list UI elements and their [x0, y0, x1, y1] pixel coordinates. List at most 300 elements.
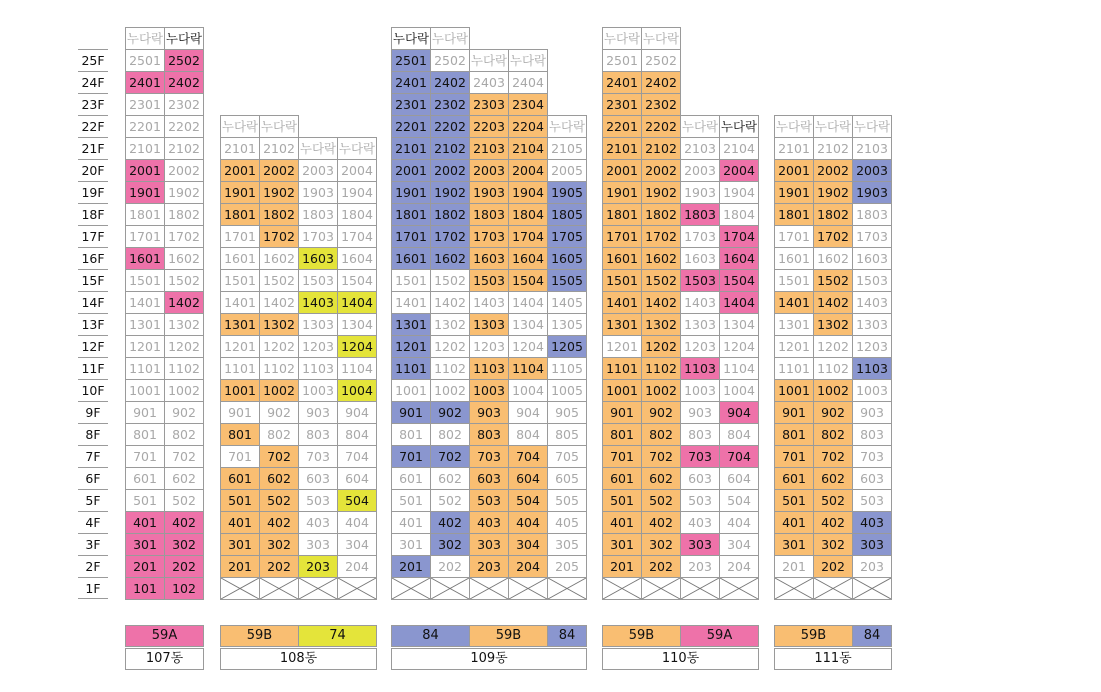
unit-cell[interactable]: 1504 [508, 269, 548, 292]
unit-cell[interactable]: 1705 [547, 225, 587, 248]
unit-cell[interactable]: 1103 [852, 357, 892, 380]
unit-cell[interactable]: 1701 [774, 225, 814, 248]
unit-cell[interactable]: 501 [220, 489, 260, 512]
unit-cell[interactable]: 1001 [391, 379, 431, 402]
unit-cell[interactable]: 603 [680, 467, 720, 490]
unit-cell[interactable]: 204 [508, 555, 548, 578]
unit-cell[interactable]: 2302 [164, 93, 204, 116]
unit-cell[interactable]: 1105 [547, 357, 587, 380]
unit-cell[interactable]: 1404 [337, 291, 377, 314]
unit-cell[interactable]: 1502 [813, 269, 853, 292]
unit-cell[interactable]: 804 [719, 423, 759, 446]
unit-cell[interactable]: 502 [813, 489, 853, 512]
unit-cell[interactable]: 803 [680, 423, 720, 446]
unit-cell[interactable]: 1003 [469, 379, 509, 402]
unit-cell[interactable]: 301 [602, 533, 642, 556]
unit-cell[interactable]: 1804 [508, 203, 548, 226]
unit-cell[interactable]: 702 [430, 445, 470, 468]
unit-cell[interactable]: 702 [259, 445, 299, 468]
unit-cell[interactable]: 1703 [469, 225, 509, 248]
unit-cell[interactable]: 1403 [852, 291, 892, 314]
unit-cell[interactable]: 601 [220, 467, 260, 490]
unit-cell[interactable]: 1802 [164, 203, 204, 226]
unit-cell[interactable]: 1802 [259, 203, 299, 226]
unit-cell[interactable]: 1902 [430, 181, 470, 204]
unit-cell[interactable]: 1303 [469, 313, 509, 336]
unit-cell[interactable]: 805 [547, 423, 587, 446]
unit-cell[interactable]: 2102 [641, 137, 681, 160]
unit-cell[interactable]: 803 [852, 423, 892, 446]
unit-cell[interactable]: 1902 [164, 181, 204, 204]
unit-cell[interactable]: 502 [641, 489, 681, 512]
unit-cell[interactable]: 704 [508, 445, 548, 468]
unit-cell[interactable]: 602 [813, 467, 853, 490]
unit-cell[interactable]: 1903 [298, 181, 338, 204]
unit-cell[interactable]: 1701 [125, 225, 165, 248]
unit-cell[interactable]: 801 [220, 423, 260, 446]
unit-cell[interactable]: 602 [164, 467, 204, 490]
unit-cell[interactable]: 802 [813, 423, 853, 446]
unit-cell[interactable]: 2401 [391, 71, 431, 94]
unit-cell[interactable]: 2402 [164, 71, 204, 94]
unit-cell[interactable]: 204 [719, 555, 759, 578]
unit-cell[interactable]: 302 [430, 533, 470, 556]
unit-cell[interactable]: 1503 [680, 269, 720, 292]
unit-cell[interactable]: 503 [298, 489, 338, 512]
unit-cell[interactable]: 701 [602, 445, 642, 468]
unit-cell[interactable]: 1601 [602, 247, 642, 270]
unit-cell[interactable]: 1502 [641, 269, 681, 292]
unit-cell[interactable]: 304 [337, 533, 377, 556]
unit-cell[interactable]: 1901 [391, 181, 431, 204]
unit-cell[interactable]: 1503 [852, 269, 892, 292]
unit-cell[interactable]: 402 [641, 511, 681, 534]
unit-cell[interactable]: 404 [719, 511, 759, 534]
unit-cell[interactable]: 1701 [602, 225, 642, 248]
unit-cell[interactable]: 401 [391, 511, 431, 534]
unit-cell[interactable]: 1502 [164, 269, 204, 292]
unit-cell[interactable]: 1001 [125, 379, 165, 402]
unit-cell[interactable]: 1803 [852, 203, 892, 226]
unit-cell[interactable]: 1704 [508, 225, 548, 248]
unit-cell[interactable]: 1802 [430, 203, 470, 226]
unit-cell[interactable]: 2003 [680, 159, 720, 182]
unit-cell[interactable]: 1103 [680, 357, 720, 380]
unit-cell[interactable]: 1704 [719, 225, 759, 248]
unit-cell[interactable]: 1402 [813, 291, 853, 314]
unit-cell[interactable]: 403 [680, 511, 720, 534]
unit-cell[interactable]: 2502 [641, 49, 681, 72]
unit-cell[interactable]: 701 [774, 445, 814, 468]
unit-cell[interactable]: 803 [298, 423, 338, 446]
unit-cell[interactable]: 704 [337, 445, 377, 468]
unit-cell[interactable]: 1904 [337, 181, 377, 204]
unit-cell[interactable]: 202 [259, 555, 299, 578]
unit-cell[interactable]: 903 [469, 401, 509, 424]
unit-cell[interactable]: 1102 [259, 357, 299, 380]
unit-cell[interactable]: 2002 [641, 159, 681, 182]
unit-cell[interactable]: 1802 [641, 203, 681, 226]
unit-cell[interactable]: 1104 [337, 357, 377, 380]
unit-cell[interactable]: 1202 [813, 335, 853, 358]
unit-cell[interactable]: 2003 [469, 159, 509, 182]
unit-cell[interactable]: 605 [547, 467, 587, 490]
unit-cell[interactable]: 1002 [430, 379, 470, 402]
unit-cell[interactable]: 2501 [391, 49, 431, 72]
unit-cell[interactable]: 302 [641, 533, 681, 556]
unit-cell[interactable]: 501 [602, 489, 642, 512]
unit-cell[interactable]: 2402 [430, 71, 470, 94]
unit-cell[interactable]: 1004 [508, 379, 548, 402]
unit-cell[interactable]: 405 [547, 511, 587, 534]
unit-cell[interactable]: 1802 [813, 203, 853, 226]
unit-cell[interactable]: 602 [430, 467, 470, 490]
unit-cell[interactable]: 1202 [641, 335, 681, 358]
unit-cell[interactable]: 802 [164, 423, 204, 446]
unit-cell[interactable]: 2101 [602, 137, 642, 160]
unit-cell[interactable]: 301 [774, 533, 814, 556]
unit-cell[interactable]: 1401 [774, 291, 814, 314]
unit-cell[interactable]: 1302 [430, 313, 470, 336]
unit-cell[interactable]: 601 [602, 467, 642, 490]
unit-cell[interactable]: 801 [774, 423, 814, 446]
unit-cell[interactable]: 203 [298, 555, 338, 578]
unit-cell[interactable]: 1303 [680, 313, 720, 336]
unit-cell[interactable]: 1903 [852, 181, 892, 204]
unit-cell[interactable]: 1801 [391, 203, 431, 226]
unit-cell[interactable]: 1403 [298, 291, 338, 314]
unit-cell[interactable]: 203 [852, 555, 892, 578]
unit-cell[interactable]: 403 [852, 511, 892, 534]
unit-cell[interactable]: 1101 [220, 357, 260, 380]
unit-cell[interactable]: 205 [547, 555, 587, 578]
unit-cell[interactable]: 1403 [680, 291, 720, 314]
unit-cell[interactable]: 502 [259, 489, 299, 512]
unit-cell[interactable]: 1002 [813, 379, 853, 402]
unit-cell[interactable]: 1404 [508, 291, 548, 314]
unit-cell[interactable]: 1103 [469, 357, 509, 380]
unit-cell[interactable]: 1403 [469, 291, 509, 314]
unit-cell[interactable]: 1501 [774, 269, 814, 292]
unit-cell[interactable]: 1304 [337, 313, 377, 336]
unit-cell[interactable]: 1803 [298, 203, 338, 226]
unit-cell[interactable]: 1404 [719, 291, 759, 314]
unit-cell[interactable]: 1504 [719, 269, 759, 292]
unit-cell[interactable]: 1202 [430, 335, 470, 358]
unit-cell[interactable]: 1102 [813, 357, 853, 380]
unit-cell[interactable]: 2002 [259, 159, 299, 182]
unit-cell[interactable]: 1302 [164, 313, 204, 336]
unit-cell[interactable]: 1903 [469, 181, 509, 204]
unit-cell[interactable]: 1402 [259, 291, 299, 314]
unit-cell[interactable]: 702 [813, 445, 853, 468]
unit-cell[interactable]: 604 [508, 467, 548, 490]
unit-cell[interactable]: 302 [164, 533, 204, 556]
unit-cell[interactable]: 1603 [852, 247, 892, 270]
unit-cell[interactable]: 601 [391, 467, 431, 490]
unit-cell[interactable]: 1004 [337, 379, 377, 402]
unit-cell[interactable]: 1304 [508, 313, 548, 336]
unit-cell[interactable]: 1401 [391, 291, 431, 314]
unit-cell[interactable]: 504 [337, 489, 377, 512]
unit-cell[interactable]: 2401 [602, 71, 642, 94]
unit-cell[interactable]: 1304 [719, 313, 759, 336]
unit-cell[interactable]: 1604 [508, 247, 548, 270]
unit-cell[interactable]: 201 [391, 555, 431, 578]
unit-cell[interactable]: 905 [547, 401, 587, 424]
unit-cell[interactable]: 1204 [719, 335, 759, 358]
unit-cell[interactable]: 402 [164, 511, 204, 534]
unit-cell[interactable]: 1602 [259, 247, 299, 270]
unit-cell[interactable]: 702 [164, 445, 204, 468]
unit-cell[interactable]: 1704 [337, 225, 377, 248]
unit-cell[interactable]: 302 [259, 533, 299, 556]
unit-cell[interactable]: 203 [469, 555, 509, 578]
unit-cell[interactable]: 2101 [391, 137, 431, 160]
unit-cell[interactable]: 902 [259, 401, 299, 424]
unit-cell[interactable]: 1601 [125, 247, 165, 270]
unit-cell[interactable]: 2102 [430, 137, 470, 160]
unit-cell[interactable]: 402 [259, 511, 299, 534]
unit-cell[interactable]: 202 [430, 555, 470, 578]
unit-cell[interactable]: 903 [298, 401, 338, 424]
unit-cell[interactable]: 1001 [602, 379, 642, 402]
unit-cell[interactable]: 702 [641, 445, 681, 468]
unit-cell[interactable]: 1302 [641, 313, 681, 336]
unit-cell[interactable]: 1902 [641, 181, 681, 204]
unit-cell[interactable]: 203 [680, 555, 720, 578]
unit-cell[interactable]: 1604 [337, 247, 377, 270]
unit-cell[interactable]: 301 [125, 533, 165, 556]
unit-cell[interactable]: 401 [220, 511, 260, 534]
unit-cell[interactable]: 703 [852, 445, 892, 468]
unit-cell[interactable]: 901 [220, 401, 260, 424]
unit-cell[interactable]: 602 [259, 467, 299, 490]
unit-cell[interactable]: 1805 [547, 203, 587, 226]
unit-cell[interactable]: 801 [125, 423, 165, 446]
unit-cell[interactable]: 2303 [469, 93, 509, 116]
unit-cell[interactable]: 1604 [719, 247, 759, 270]
unit-cell[interactable]: 1501 [125, 269, 165, 292]
unit-cell[interactable]: 703 [680, 445, 720, 468]
unit-cell[interactable]: 403 [469, 511, 509, 534]
unit-cell[interactable]: 904 [719, 401, 759, 424]
unit-cell[interactable]: 1101 [602, 357, 642, 380]
unit-cell[interactable]: 904 [508, 401, 548, 424]
unit-cell[interactable]: 202 [164, 555, 204, 578]
unit-cell[interactable]: 601 [125, 467, 165, 490]
unit-cell[interactable]: 1002 [641, 379, 681, 402]
unit-cell[interactable]: 801 [602, 423, 642, 446]
unit-cell[interactable]: 201 [602, 555, 642, 578]
unit-cell[interactable]: 1302 [813, 313, 853, 336]
unit-cell[interactable]: 1101 [391, 357, 431, 380]
unit-cell[interactable]: 2102 [813, 137, 853, 160]
unit-cell[interactable]: 603 [469, 467, 509, 490]
unit-cell[interactable]: 1701 [391, 225, 431, 248]
unit-cell[interactable]: 1501 [602, 269, 642, 292]
unit-cell[interactable]: 2202 [430, 115, 470, 138]
unit-cell[interactable]: 705 [547, 445, 587, 468]
unit-cell[interactable]: 1401 [125, 291, 165, 314]
unit-cell[interactable]: 2403 [469, 71, 509, 94]
unit-cell[interactable]: 2002 [430, 159, 470, 182]
unit-cell[interactable]: 903 [852, 401, 892, 424]
unit-cell[interactable]: 1703 [852, 225, 892, 248]
unit-cell[interactable]: 801 [391, 423, 431, 446]
unit-cell[interactable]: 703 [298, 445, 338, 468]
unit-cell[interactable]: 2003 [852, 159, 892, 182]
unit-cell[interactable]: 901 [774, 401, 814, 424]
unit-cell[interactable]: 401 [125, 511, 165, 534]
unit-cell[interactable]: 503 [680, 489, 720, 512]
unit-cell[interactable]: 201 [220, 555, 260, 578]
unit-cell[interactable]: 2103 [680, 137, 720, 160]
unit-cell[interactable]: 303 [852, 533, 892, 556]
unit-cell[interactable]: 1102 [164, 357, 204, 380]
unit-cell[interactable]: 2201 [125, 115, 165, 138]
unit-cell[interactable]: 1902 [813, 181, 853, 204]
unit-cell[interactable]: 1203 [469, 335, 509, 358]
unit-cell[interactable]: 2301 [391, 93, 431, 116]
unit-cell[interactable]: 1205 [547, 335, 587, 358]
unit-cell[interactable]: 2005 [547, 159, 587, 182]
unit-cell[interactable]: 901 [391, 401, 431, 424]
unit-cell[interactable]: 201 [774, 555, 814, 578]
unit-cell[interactable]: 401 [602, 511, 642, 534]
unit-cell[interactable]: 902 [641, 401, 681, 424]
unit-cell[interactable]: 2105 [547, 137, 587, 160]
unit-cell[interactable]: 1104 [508, 357, 548, 380]
unit-cell[interactable]: 502 [430, 489, 470, 512]
unit-cell[interactable]: 2301 [125, 93, 165, 116]
unit-cell[interactable]: 804 [337, 423, 377, 446]
unit-cell[interactable]: 1303 [852, 313, 892, 336]
unit-cell[interactable]: 802 [641, 423, 681, 446]
unit-cell[interactable]: 703 [469, 445, 509, 468]
unit-cell[interactable]: 2101 [125, 137, 165, 160]
unit-cell[interactable]: 2304 [508, 93, 548, 116]
unit-cell[interactable]: 1702 [430, 225, 470, 248]
unit-cell[interactable]: 2004 [719, 159, 759, 182]
unit-cell[interactable]: 2302 [641, 93, 681, 116]
unit-cell[interactable]: 1803 [680, 203, 720, 226]
unit-cell[interactable]: 2101 [220, 137, 260, 160]
unit-cell[interactable]: 2002 [813, 159, 853, 182]
unit-cell[interactable]: 1204 [508, 335, 548, 358]
unit-cell[interactable]: 1401 [220, 291, 260, 314]
unit-cell[interactable]: 501 [125, 489, 165, 512]
unit-cell[interactable]: 603 [852, 467, 892, 490]
unit-cell[interactable]: 2502 [164, 49, 204, 72]
unit-cell[interactable]: 1003 [852, 379, 892, 402]
unit-cell[interactable]: 1702 [641, 225, 681, 248]
unit-cell[interactable]: 202 [813, 555, 853, 578]
unit-cell[interactable]: 1803 [469, 203, 509, 226]
unit-cell[interactable]: 1203 [298, 335, 338, 358]
unit-cell[interactable]: 902 [430, 401, 470, 424]
unit-cell[interactable]: 1603 [298, 247, 338, 270]
unit-cell[interactable]: 1801 [220, 203, 260, 226]
unit-cell[interactable]: 2001 [774, 159, 814, 182]
unit-cell[interactable]: 1102 [430, 357, 470, 380]
unit-cell[interactable]: 2103 [469, 137, 509, 160]
unit-cell[interactable]: 1405 [547, 291, 587, 314]
unit-cell[interactable]: 404 [508, 511, 548, 534]
unit-cell[interactable]: 1001 [774, 379, 814, 402]
unit-cell[interactable]: 305 [547, 533, 587, 556]
unit-cell[interactable]: 1602 [430, 247, 470, 270]
unit-cell[interactable]: 1301 [602, 313, 642, 336]
unit-cell[interactable]: 803 [469, 423, 509, 446]
unit-cell[interactable]: 601 [774, 467, 814, 490]
unit-cell[interactable]: 304 [508, 533, 548, 556]
unit-cell[interactable]: 1301 [774, 313, 814, 336]
unit-cell[interactable]: 1204 [337, 335, 377, 358]
unit-cell[interactable]: 303 [680, 533, 720, 556]
unit-cell[interactable]: 1302 [259, 313, 299, 336]
unit-cell[interactable]: 2001 [125, 159, 165, 182]
unit-cell[interactable]: 1303 [298, 313, 338, 336]
unit-cell[interactable]: 802 [259, 423, 299, 446]
unit-cell[interactable]: 1301 [125, 313, 165, 336]
unit-cell[interactable]: 2004 [337, 159, 377, 182]
unit-cell[interactable]: 1901 [125, 181, 165, 204]
unit-cell[interactable]: 2103 [852, 137, 892, 160]
unit-cell[interactable]: 1703 [298, 225, 338, 248]
unit-cell[interactable]: 503 [469, 489, 509, 512]
unit-cell[interactable]: 1101 [774, 357, 814, 380]
unit-cell[interactable]: 1602 [641, 247, 681, 270]
unit-cell[interactable]: 904 [337, 401, 377, 424]
unit-cell[interactable]: 1601 [220, 247, 260, 270]
unit-cell[interactable]: 2001 [220, 159, 260, 182]
unit-cell[interactable]: 1203 [680, 335, 720, 358]
unit-cell[interactable]: 2301 [602, 93, 642, 116]
unit-cell[interactable]: 2101 [774, 137, 814, 160]
unit-cell[interactable]: 1701 [220, 225, 260, 248]
unit-cell[interactable]: 1501 [220, 269, 260, 292]
unit-cell[interactable]: 1505 [547, 269, 587, 292]
unit-cell[interactable]: 505 [547, 489, 587, 512]
unit-cell[interactable]: 304 [719, 533, 759, 556]
unit-cell[interactable]: 1702 [813, 225, 853, 248]
unit-cell[interactable]: 2202 [641, 115, 681, 138]
unit-cell[interactable]: 301 [391, 533, 431, 556]
unit-cell[interactable]: 2203 [469, 115, 509, 138]
unit-cell[interactable]: 404 [337, 511, 377, 534]
unit-cell[interactable]: 1905 [547, 181, 587, 204]
unit-cell[interactable]: 2003 [298, 159, 338, 182]
unit-cell[interactable]: 1603 [680, 247, 720, 270]
unit-cell[interactable]: 1602 [164, 247, 204, 270]
unit-cell[interactable]: 1801 [125, 203, 165, 226]
unit-cell[interactable]: 1603 [469, 247, 509, 270]
unit-cell[interactable]: 2404 [508, 71, 548, 94]
unit-cell[interactable]: 402 [813, 511, 853, 534]
unit-cell[interactable]: 502 [164, 489, 204, 512]
unit-cell[interactable]: 1201 [125, 335, 165, 358]
unit-cell[interactable]: 1502 [259, 269, 299, 292]
unit-cell[interactable]: 2204 [508, 115, 548, 138]
unit-cell[interactable]: 1702 [259, 225, 299, 248]
unit-cell[interactable]: 1005 [547, 379, 587, 402]
unit-cell[interactable]: 1601 [774, 247, 814, 270]
unit-cell[interactable]: 501 [391, 489, 431, 512]
unit-cell[interactable]: 2402 [641, 71, 681, 94]
unit-cell[interactable]: 802 [430, 423, 470, 446]
unit-cell[interactable]: 1504 [337, 269, 377, 292]
